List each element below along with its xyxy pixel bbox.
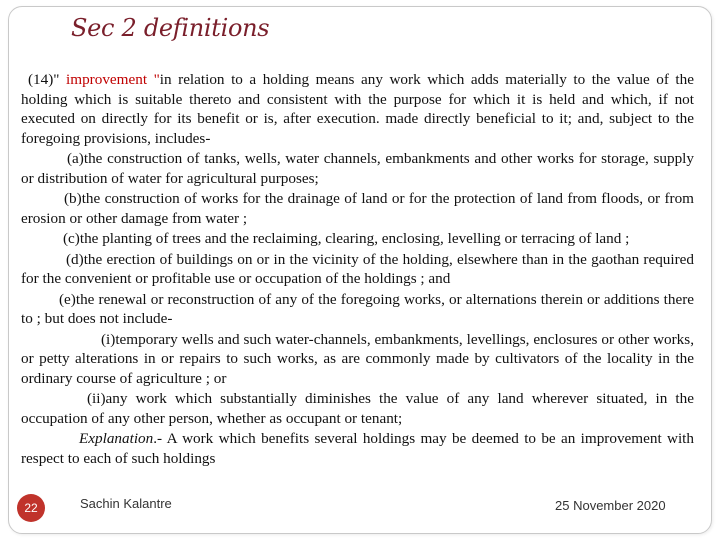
definition-number: (14)" xyxy=(28,71,60,88)
clause-a: (a)the construction of tanks, wells, water channels, embankments and other works for storage, supply or distribution of water for agricultural purposes; xyxy=(21,150,694,187)
explanation-text: .- A work which benefits several holdings may be deemed to be an improvement with respect to each of such holdings xyxy=(21,430,694,467)
slide-number-badge: 22 xyxy=(17,494,45,522)
clause-e: (e)the renewal or reconstruction of any of the foregoing works, or alternations therein or additions there to ; but does not include- xyxy=(21,290,694,327)
explanation-label: Explanation xyxy=(79,430,154,447)
clause-d: (d)the erection of buildings on or in the vicinity of the holding, elsewhere than in the gaothan required for the convenient or profitable use or occupation of the holdings ; and xyxy=(21,250,694,287)
clause-b: (b)the construction of works for the drainage of land or for the protection of land from floods, or from erosion or other damage from water ; xyxy=(21,190,694,227)
definition-text: in relation to a holding means any work which adds materially to the value of the holding which is suitable thereto and consistent with the purpose for which it is held and which, if not executed on directly for its benefit or is, after execution. made directly beneficial to it; and, subject to the foregoing provisions, includes- xyxy=(21,71,694,147)
definition-term: improvement " xyxy=(59,71,160,88)
footer-date: 25 November 2020 xyxy=(555,498,666,513)
slide-title: Sec 2 definitions xyxy=(71,14,270,42)
clause-i: (i)temporary wells and such water-channels, embankments, levellings, enclosures or other works, or petty alterations in or repairs to such works, as are commonly made by cultivators of the locality in the ordinary course of agriculture ; or xyxy=(21,330,694,387)
footer-author: Sachin Kalantre xyxy=(80,496,172,511)
definition-paragraph xyxy=(21,70,694,148)
clause-c: (c)the planting of trees and the reclaiming, clearing, enclosing, levelling or terracing of land ; xyxy=(63,230,630,247)
explanation-paragraph xyxy=(21,429,694,468)
clause-ii: (ii)any work which substantially diminishes the value of any land wherever situated, in the occupation of any other person, whether as occupant or tenant; xyxy=(21,390,694,427)
slide-body xyxy=(21,70,694,468)
